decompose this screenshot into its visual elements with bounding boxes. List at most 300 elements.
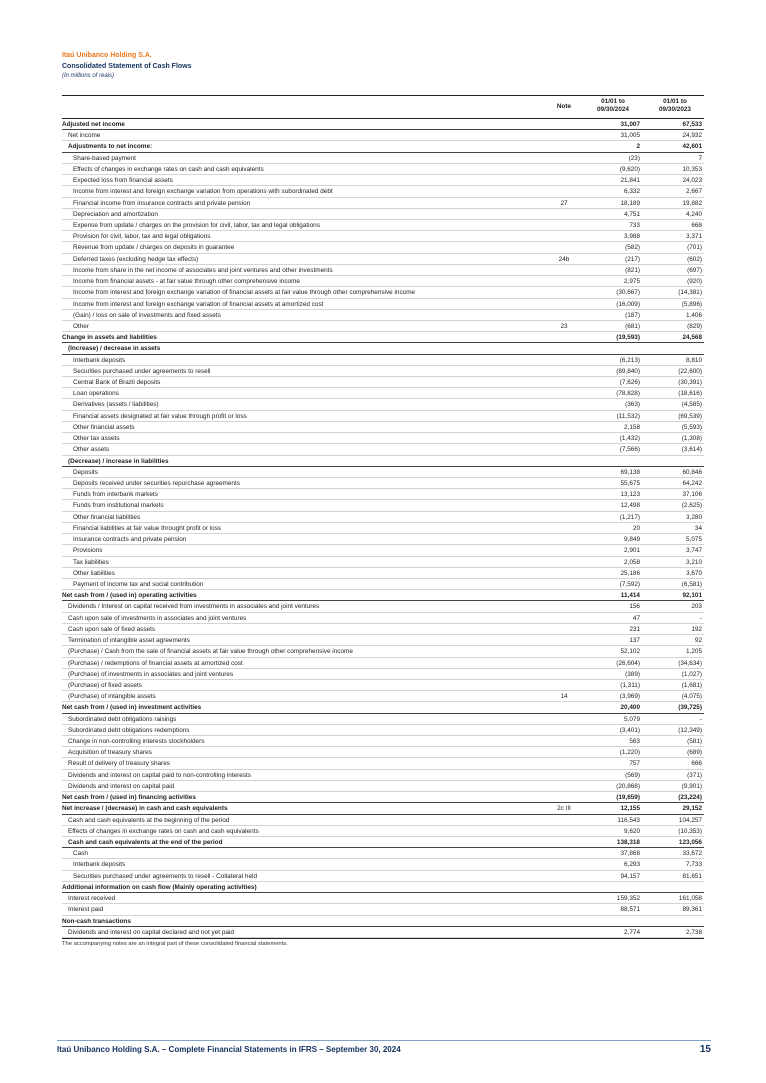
row-value-2023: 37,106: [682, 491, 702, 499]
table-row: [62, 388, 704, 399]
row-label: Loan operations: [73, 390, 119, 398]
row-label: Change in non-controlling interests stockholders: [68, 738, 205, 746]
table-row: [62, 310, 704, 321]
row-label: Deposits received under securities repurchase agreements: [73, 480, 240, 487]
table-row: [62, 635, 704, 646]
table-row: [62, 265, 704, 276]
table-row: [62, 624, 704, 635]
row-label: Revenue from update / charges on deposits in guarantee: [73, 244, 235, 252]
row-value-2024: (11,532): [616, 412, 640, 420]
table-row: [62, 332, 704, 343]
table-row: [62, 321, 704, 332]
row-value-2024: (1,217): [619, 513, 640, 521]
row-value-2024: 18,189: [620, 199, 640, 207]
row-value-2023: (371): [687, 771, 702, 779]
row-label: Provision for civil, labor, tax and legal obligations: [73, 233, 211, 241]
row-label: Other financial assets: [73, 423, 135, 431]
row-value-2023: -: [699, 614, 702, 622]
row-label: Interest paid: [68, 906, 104, 914]
table-row: [62, 770, 704, 781]
row-value-2023: 666: [691, 760, 702, 768]
row-value-2024: 2: [636, 143, 640, 151]
row-value-2024: (569): [625, 771, 640, 779]
row-value-2023: 3,280: [686, 513, 702, 521]
table-row: [62, 893, 704, 904]
row-value-2024: (7,592): [619, 580, 640, 588]
row-value-2024: 94,157: [620, 872, 640, 880]
row-value-2023: (14,381): [678, 289, 702, 297]
table-row: [62, 702, 704, 713]
table-row: [62, 456, 704, 467]
row-value-2023: 81,651: [682, 872, 702, 880]
row-value-2024: (681): [625, 322, 640, 330]
row-value-2024: 5,079: [624, 715, 640, 723]
row-value-2024: (20,868): [616, 782, 640, 790]
row-value-2024: 47: [632, 614, 640, 622]
table-row: [62, 691, 704, 702]
table-bottom-rule: [62, 938, 704, 939]
table-row: [62, 254, 704, 265]
row-value-2023: 8,810: [686, 356, 702, 364]
row-value-2023: 34: [694, 524, 702, 532]
row-value-2023: 89,361: [682, 906, 702, 914]
row-label: Subordinated debt obligations redemptions: [68, 726, 190, 734]
row-value-2024: (26,604): [616, 659, 640, 667]
footer-rule: [57, 1040, 711, 1041]
row-note: 27: [560, 199, 568, 207]
row-value-2023: (920): [687, 278, 702, 286]
column-headers: [62, 96, 704, 118]
row-value-2023: (1,308): [681, 435, 702, 443]
cash-flow-table: [62, 95, 704, 947]
row-label: Cash upon sale of investments in associates and joint ventures: [68, 614, 247, 622]
row-value-2024: (16,009): [616, 300, 640, 308]
row-value-2024: 6,332: [624, 188, 640, 196]
row-label: Adjustments to net income:: [68, 143, 153, 151]
row-value-2023: 203: [691, 603, 702, 611]
row-value-2024: 11,414: [620, 592, 640, 600]
row-value-2023: (39,725): [678, 704, 702, 712]
row-label: Deferred taxes (excluding hedge tax effects): [73, 255, 199, 263]
row-label: Deposits: [73, 468, 98, 476]
row-label: Financial assets designated at fair value through profit or loss: [73, 412, 247, 420]
row-value-2023: 92,101: [682, 592, 702, 600]
row-value-2024: 231: [629, 625, 640, 633]
row-value-2024: (89,840): [616, 367, 640, 375]
row-value-2024: (23): [628, 154, 640, 162]
row-label: Change in assets and liabilities: [62, 334, 157, 342]
row-value-2023: 123,056: [678, 839, 702, 846]
table-row: [62, 186, 704, 197]
row-value-2024: (363): [625, 401, 640, 409]
row-value-2023: (18,616): [678, 390, 702, 398]
table-row: [62, 366, 704, 377]
row-label: Effects of changes in exchange rates on cash and cash equivalents: [73, 165, 264, 173]
row-value-2024: 21,841: [620, 177, 640, 185]
row-value-2023: 24,568: [682, 334, 702, 342]
row-value-2023: (1,027): [681, 670, 702, 678]
row-label: Other assets: [73, 446, 110, 454]
table-row: [62, 512, 704, 523]
table-row: [62, 758, 704, 769]
table-row: [62, 242, 704, 253]
table-row: [62, 815, 704, 826]
row-value-2023: 19,882: [682, 199, 702, 207]
row-value-2024: (7,566): [619, 446, 640, 454]
table-row: [62, 736, 704, 747]
row-value-2024: (389): [625, 670, 640, 678]
row-value-2023: (30,391): [678, 379, 702, 387]
units-label: (In millions of reais): [62, 73, 115, 79]
row-value-2024: 55,675: [620, 480, 640, 487]
row-value-2023: 4,240: [686, 210, 702, 218]
row-value-2023: (12,349): [678, 726, 702, 734]
row-label: Cash upon sale of fixed assets: [68, 625, 156, 633]
row-label: Income from financial assets - at fair value through other comprehensive income: [73, 278, 300, 286]
row-value-2023: 42,601: [682, 143, 702, 151]
row-label: Other: [73, 322, 89, 330]
row-value-2024: 20: [632, 524, 640, 532]
row-value-2024: 9,620: [624, 827, 640, 835]
row-label: Cash: [73, 850, 88, 858]
table-row: [62, 714, 704, 725]
row-label: Derivatives (assets / liabilities): [73, 401, 159, 409]
row-label: Expense from update / charges on the provision for civil, labor, tax and legal obligations: [73, 221, 320, 229]
table-row: [62, 220, 704, 231]
row-value-2024: (821): [625, 266, 640, 274]
row-value-2024: 12,498: [620, 502, 640, 510]
table-row: [62, 343, 704, 354]
table-row: [62, 399, 704, 410]
row-value-2023: (4,585): [681, 401, 702, 409]
row-value-2024: (19,659): [616, 794, 640, 802]
row-label: Additional information on cash flow (Mainly operating activities): [62, 883, 257, 891]
row-label: (Purchase) of fixed assets: [68, 681, 142, 689]
table-row: [62, 433, 704, 444]
row-value-2023: 60,846: [682, 468, 702, 476]
row-value-2023: (22,600): [678, 367, 702, 375]
row-label: Income from interest and foreign exchange variation from operations with subordinated debt: [73, 188, 333, 196]
row-label: Payment of income tax and social contribution: [73, 580, 204, 588]
table-row: [62, 130, 704, 141]
row-value-2023: (5,896): [681, 300, 702, 308]
row-label: Other tax assets: [73, 435, 120, 443]
row-label: Acquisition of treasury shares: [68, 749, 152, 757]
table-row: [62, 669, 704, 680]
row-label: Dividends / Interest on capital received from investments in associates and joint ventures: [68, 603, 320, 611]
row-label: Income from share in the net income of associates and joint ventures and other investments: [73, 266, 333, 274]
table-row: [62, 557, 704, 568]
table-row: [62, 141, 704, 152]
row-value-2024: (19,593): [616, 334, 640, 342]
row-value-2023: 3,747: [686, 547, 702, 555]
row-label: Adjusted net income: [62, 121, 125, 128]
row-value-2023: 24,023: [682, 177, 702, 185]
row-label: Effects of changes in exchange rates on cash and cash equivalents: [68, 827, 259, 835]
row-value-2023: (701): [687, 244, 702, 252]
table-row: [62, 792, 704, 803]
table-row: [62, 478, 704, 489]
table-row: [62, 803, 704, 814]
table-row: [62, 523, 704, 534]
row-value-2023: 104,257: [678, 816, 702, 824]
row-value-2024: 137: [629, 637, 640, 645]
row-label: Dividends and interest on capital paid: [68, 782, 175, 790]
row-value-2023: 10,353: [682, 165, 702, 173]
row-value-2024: 69,138: [620, 468, 640, 476]
row-label: Insurance contracts and private pension: [73, 536, 187, 544]
row-label: Interbank deposits: [73, 861, 126, 869]
table-row: [62, 826, 704, 837]
row-value-2023: (34,634): [678, 659, 702, 667]
row-label: (Purchase) / redemptions of financial assets at amortized cost: [68, 659, 243, 667]
row-label: Other financial liabilities: [73, 513, 141, 521]
row-value-2024: 2,774: [624, 928, 640, 936]
row-label: (Gain) / loss on sale of investments and fixed assets: [73, 311, 221, 319]
row-label: Cash and cash equivalents at the beginning of the period: [68, 816, 230, 824]
row-value-2023: 67,533: [682, 121, 702, 128]
row-value-2024: 25,186: [620, 569, 640, 577]
row-note: 23: [560, 322, 568, 330]
row-value-2023: 3,371: [686, 233, 702, 241]
table-row: [62, 545, 704, 556]
row-label: Cash and cash equivalents at the end of the period: [68, 839, 223, 846]
table-row: [62, 209, 704, 220]
row-label: Financial liabilities at fair value throught profit or loss: [73, 524, 222, 532]
row-label: Funds from interbank markets: [73, 491, 158, 499]
row-note: 24b: [558, 255, 570, 263]
row-value-2023: (602): [687, 255, 702, 263]
row-value-2024: 20,400: [620, 704, 640, 712]
table-row: [62, 882, 704, 893]
table-row: [62, 590, 704, 601]
row-value-2024: (78,828): [616, 390, 640, 398]
row-value-2023: 7: [698, 154, 702, 162]
row-value-2024: 2,975: [624, 278, 640, 286]
row-value-2023: 24,932: [682, 132, 702, 140]
table-row: [62, 489, 704, 500]
table-row: [62, 444, 704, 455]
row-value-2023: (4,075): [681, 693, 702, 701]
table-row: [62, 198, 704, 209]
row-value-2024: 37,868: [620, 850, 640, 858]
row-label: (Decrease) / increase in liabilities: [68, 457, 169, 465]
table-row: [62, 904, 704, 915]
row-value-2024: 757: [629, 760, 640, 768]
row-label: (Increase) / decrease in assets: [68, 345, 161, 353]
table-row: [62, 613, 704, 624]
table-row: [62, 725, 704, 736]
row-value-2024: 2,058: [624, 558, 640, 566]
row-value-2024: 563: [629, 738, 640, 746]
row-label: (Purchase) of intangible assets: [68, 693, 156, 701]
row-label: Subordinated debt obligations raisings: [68, 715, 177, 723]
row-label: Income from interest and foreign exchange variation of financial assets at fair value through other comprehensive income: [73, 289, 416, 297]
table-row: [62, 276, 704, 287]
row-value-2023: 2,667: [686, 188, 702, 196]
row-value-2024: 2,901: [624, 547, 640, 555]
row-label: Income from interest and foreign exchange variation of financial assets at amortized cost: [73, 300, 324, 308]
row-value-2023: 92: [694, 637, 702, 645]
period1-column-header: 01/01 to 09/30/2024: [597, 98, 629, 113]
row-value-2024: (1,432): [619, 435, 640, 443]
row-value-2024: (1,220): [619, 749, 640, 757]
table-row: [62, 781, 704, 792]
row-value-2024: 9,849: [624, 536, 640, 544]
table-row: [62, 568, 704, 579]
row-value-2024: 13,123: [620, 491, 640, 499]
row-label: Share-based payment: [73, 154, 136, 162]
table-row: [62, 299, 704, 310]
table-row: [62, 916, 704, 927]
row-label: Funds from institutional markets: [73, 502, 164, 510]
row-value-2023: 64,242: [682, 480, 702, 487]
row-value-2023: 3,670: [686, 569, 702, 577]
row-value-2024: (187): [625, 311, 640, 319]
row-label: Other liabilities: [73, 569, 115, 577]
table-row: [62, 355, 704, 366]
row-label: Interest received: [68, 895, 116, 903]
row-value-2024: (3,969): [619, 693, 640, 701]
row-value-2024: 159,352: [616, 895, 640, 903]
table-row: [62, 231, 704, 242]
row-value-2024: (7,626): [619, 379, 640, 387]
row-value-2024: 3,988: [624, 233, 640, 241]
row-value-2023: 1,205: [686, 648, 702, 656]
table-row: [62, 601, 704, 612]
table-row: [62, 747, 704, 758]
row-value-2024: 116,543: [617, 816, 640, 824]
table-row: [62, 422, 704, 433]
row-label: Non-cash transactions: [62, 917, 131, 925]
row-label: Financial income from insurance contracts and private pension: [73, 199, 251, 207]
table-row: [62, 859, 704, 870]
row-label: Central Bank of Brazil deposits: [73, 379, 161, 387]
row-label: Result of delivery of treasury shares: [68, 760, 170, 768]
row-label: Expected loss from financial assets: [73, 177, 173, 185]
row-value-2024: (1,311): [620, 681, 640, 689]
table-row: [62, 646, 704, 657]
row-value-2023: (9,901): [681, 782, 702, 790]
table-row: [62, 119, 704, 130]
table-row: [62, 658, 704, 669]
row-value-2023: (829): [687, 322, 702, 330]
footer-text: Itaú Unibanco Holding S.A. – Complete Financial Statements in IFRS – September 30, 2024: [57, 1045, 401, 1054]
row-value-2023: 1,406: [686, 311, 702, 319]
row-value-2023: 29,152: [682, 805, 702, 813]
row-label: Dividends and interest on capital paid to non-controlling interests: [68, 771, 251, 779]
row-label: Net cash from / (used in) operating activities: [62, 592, 197, 600]
table-row: [62, 153, 704, 164]
row-value-2023: 3,210: [686, 558, 702, 566]
table-row: [62, 377, 704, 388]
row-value-2023: 668: [691, 221, 702, 229]
row-label: Net income: [68, 132, 101, 140]
row-label: Tax liabilities: [73, 558, 109, 566]
table-row: [62, 164, 704, 175]
row-value-2024: 6,293: [624, 861, 640, 869]
row-value-2023: (10,353): [678, 827, 702, 835]
table-row: [62, 871, 704, 882]
row-value-2024: (30,667): [616, 289, 640, 297]
row-label: Securities purchased under agreements to resell: [73, 367, 211, 375]
row-value-2024: 138,318: [616, 839, 640, 846]
row-value-2024: (582): [625, 244, 640, 252]
table-row: [62, 175, 704, 186]
page-number: 15: [699, 1044, 711, 1055]
row-value-2023: (1,681): [681, 681, 702, 689]
row-label: Depreciation and amortization: [73, 210, 158, 218]
table-row: [62, 927, 704, 938]
row-value-2024: 31,005: [620, 132, 640, 140]
row-value-2024: 733: [629, 221, 640, 229]
row-value-2023: (3,614): [681, 446, 702, 454]
row-value-2024: (217): [625, 255, 640, 263]
row-value-2023: 33,672: [682, 850, 702, 858]
row-value-2023: -: [699, 715, 702, 723]
row-value-2024: (3,401): [619, 726, 640, 734]
table-body: [62, 119, 704, 938]
table-row: [62, 467, 704, 478]
row-value-2024: (9,620): [619, 165, 640, 173]
row-label: Net increase / (decrease) in cash and cash equivalents: [62, 805, 228, 813]
table-row: [62, 500, 704, 511]
row-value-2024: 88,571: [620, 906, 640, 914]
row-value-2023: 161,058: [678, 895, 702, 903]
row-value-2023: (5,593): [681, 423, 702, 431]
row-label: Interbank deposits: [73, 356, 126, 364]
row-label: Termination of intangible asset agreements: [68, 637, 190, 645]
row-value-2023: (6,581): [681, 580, 702, 588]
row-value-2024: 52,102: [620, 648, 640, 656]
period2-column-header: 01/01 to 09/30/2023: [659, 98, 691, 113]
company-name: Itaú Unibanco Holding S.A.: [62, 52, 152, 59]
table-row: [62, 534, 704, 545]
row-value-2024: 4,751: [624, 210, 640, 218]
table-row: [62, 837, 704, 848]
row-value-2023: 2,738: [686, 928, 702, 936]
row-value-2023: (2,625): [681, 502, 702, 510]
row-value-2024: 31,007: [620, 121, 640, 128]
statement-title: Consolidated Statement of Cash Flows: [62, 63, 192, 70]
row-value-2023: (581): [687, 738, 702, 746]
row-note: 14: [560, 693, 568, 701]
row-label: Dividends and interest on capital declared and not yet paid: [68, 928, 234, 936]
table-row: [62, 680, 704, 691]
table-row: [62, 579, 704, 590]
row-value-2023: (689): [687, 749, 702, 757]
row-value-2023: (69,539): [678, 412, 702, 420]
statement-header: [62, 51, 192, 80]
row-label: (Purchase) / Cash from the sale of financial assets at fair value through other comprehensive income: [68, 648, 353, 656]
row-label: Net cash from / (used in) investment activities: [62, 704, 202, 712]
row-label: Provisions: [73, 547, 103, 555]
row-value-2024: 156: [629, 603, 640, 611]
row-value-2023: (697): [687, 266, 702, 274]
row-note: 2c III: [557, 805, 571, 813]
row-value-2023: 192: [691, 625, 702, 633]
table-row: [62, 411, 704, 422]
row-value-2024: 2,158: [624, 423, 640, 431]
row-value-2023: 7,733: [686, 861, 702, 869]
row-label: Net cash from / (used in) financing activities: [62, 794, 196, 802]
row-value-2024: 12,155: [620, 805, 640, 813]
table-row: [62, 848, 704, 859]
row-value-2023: 5,075: [686, 536, 702, 544]
row-value-2023: (23,224): [678, 794, 702, 802]
row-value-2024: (6,213): [619, 356, 640, 364]
row-label: Securities purchased under agreements to resell - Collateral held: [73, 872, 258, 880]
